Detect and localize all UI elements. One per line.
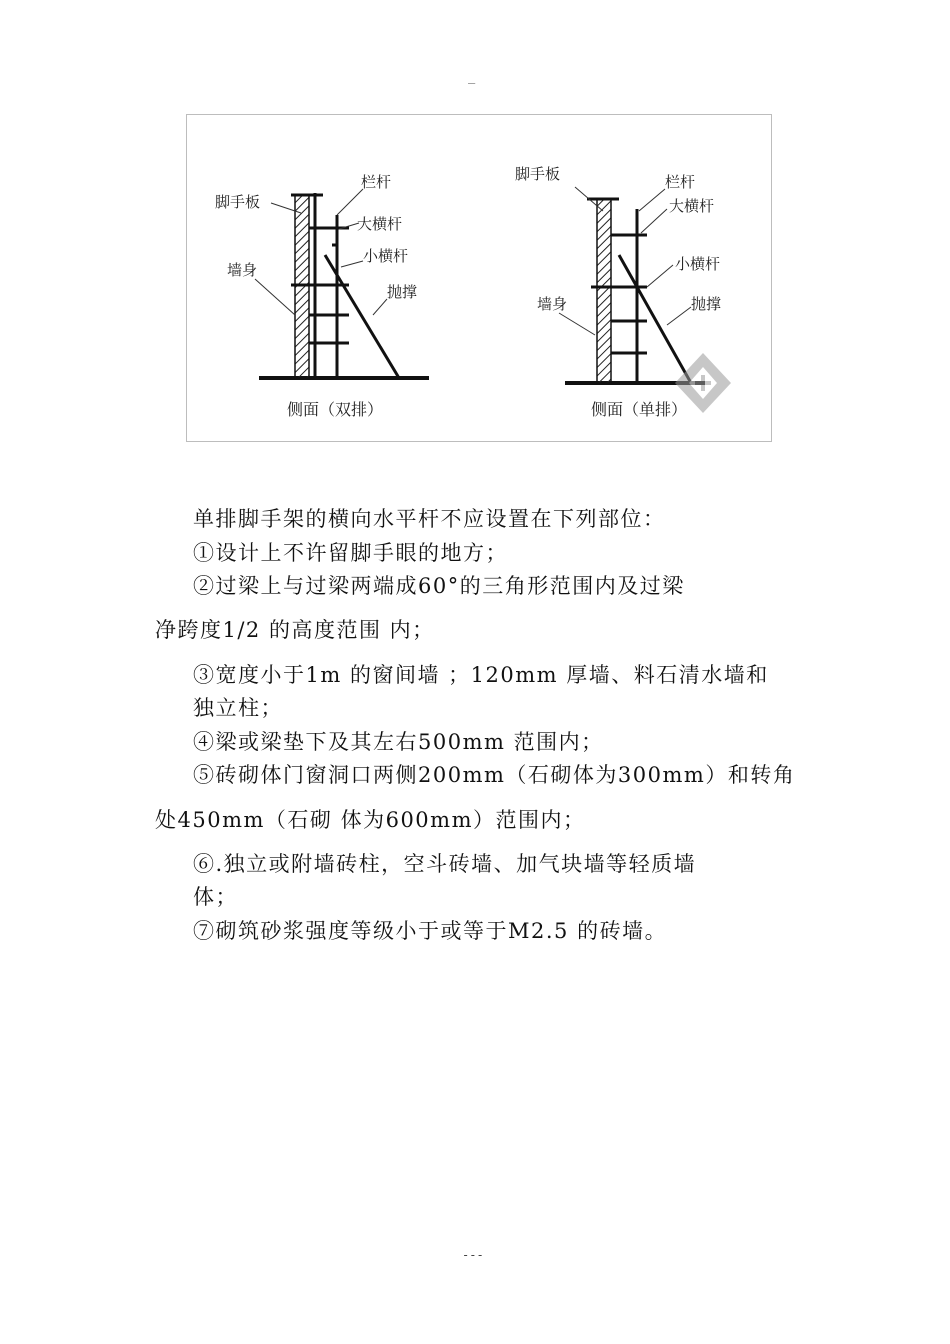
left-label-big-bar: 大横杆: [357, 215, 403, 233]
right-label-rail: 栏杆: [665, 173, 696, 191]
right-label-big-bar: 大横杆: [669, 197, 715, 215]
item-6-line-2: 体；: [193, 885, 238, 909]
intro-line: 单排脚手架的横向水平杆不应设置在下列部位：: [193, 507, 666, 531]
right-label-wall: 墙身: [537, 295, 568, 313]
left-label-small-bar: 小横杆: [363, 247, 409, 265]
left-caption: 侧面（双排）: [287, 400, 384, 419]
item-4: ④梁或梁垫下及其左右500mm 范围内；: [193, 730, 604, 754]
item-6-line-1: ⑥.独立或附墙砖柱，空斗砖墙、加气块墙等轻质墙: [193, 852, 697, 876]
item-3-line-2: 独立柱；: [193, 696, 283, 720]
right-caption: 侧面（单排）: [591, 400, 688, 419]
item-7: ⑦砌筑砂浆强度等级小于或等于M2.5 的砖墙。: [193, 919, 668, 943]
scaffold-diagram-svg: [187, 115, 773, 443]
item-2-line-1: ②过梁上与过梁两端成60°的三角形范围内及过梁: [193, 574, 685, 598]
scaffold-figure: [186, 114, 772, 442]
right-label-small-bar: 小横杆: [675, 255, 721, 273]
left-label-rail: 栏杆: [361, 173, 392, 191]
left-label-wall: 墙身: [227, 261, 258, 279]
item-3-line-1: ③宽度小于1m 的窗间墙 ；120mm 厚墙、料石清水墙和: [193, 663, 769, 687]
item-5-line-1: ⑤砖砌体门窗洞口两侧200mm（石砌体为300mm）和转角: [193, 763, 796, 787]
right-label-board: 脚手板: [515, 165, 561, 183]
footer-mark: ---: [462, 1248, 484, 1262]
left-label-board: 脚手板: [215, 193, 261, 211]
item-2-line-2: 净跨度1/2 的高度范围 内；: [155, 618, 435, 642]
left-label-brace: 抛撑: [387, 283, 418, 301]
item-5-line-2: 处450mm（石砌 体为600mm）范围内；: [155, 808, 586, 832]
right-label-brace: 抛撑: [691, 295, 722, 313]
single-row-scaffold-drawing: [559, 187, 705, 383]
item-1: ①设计上不许留脚手眼的地方；: [193, 541, 508, 565]
header-mark: _: [468, 70, 476, 84]
